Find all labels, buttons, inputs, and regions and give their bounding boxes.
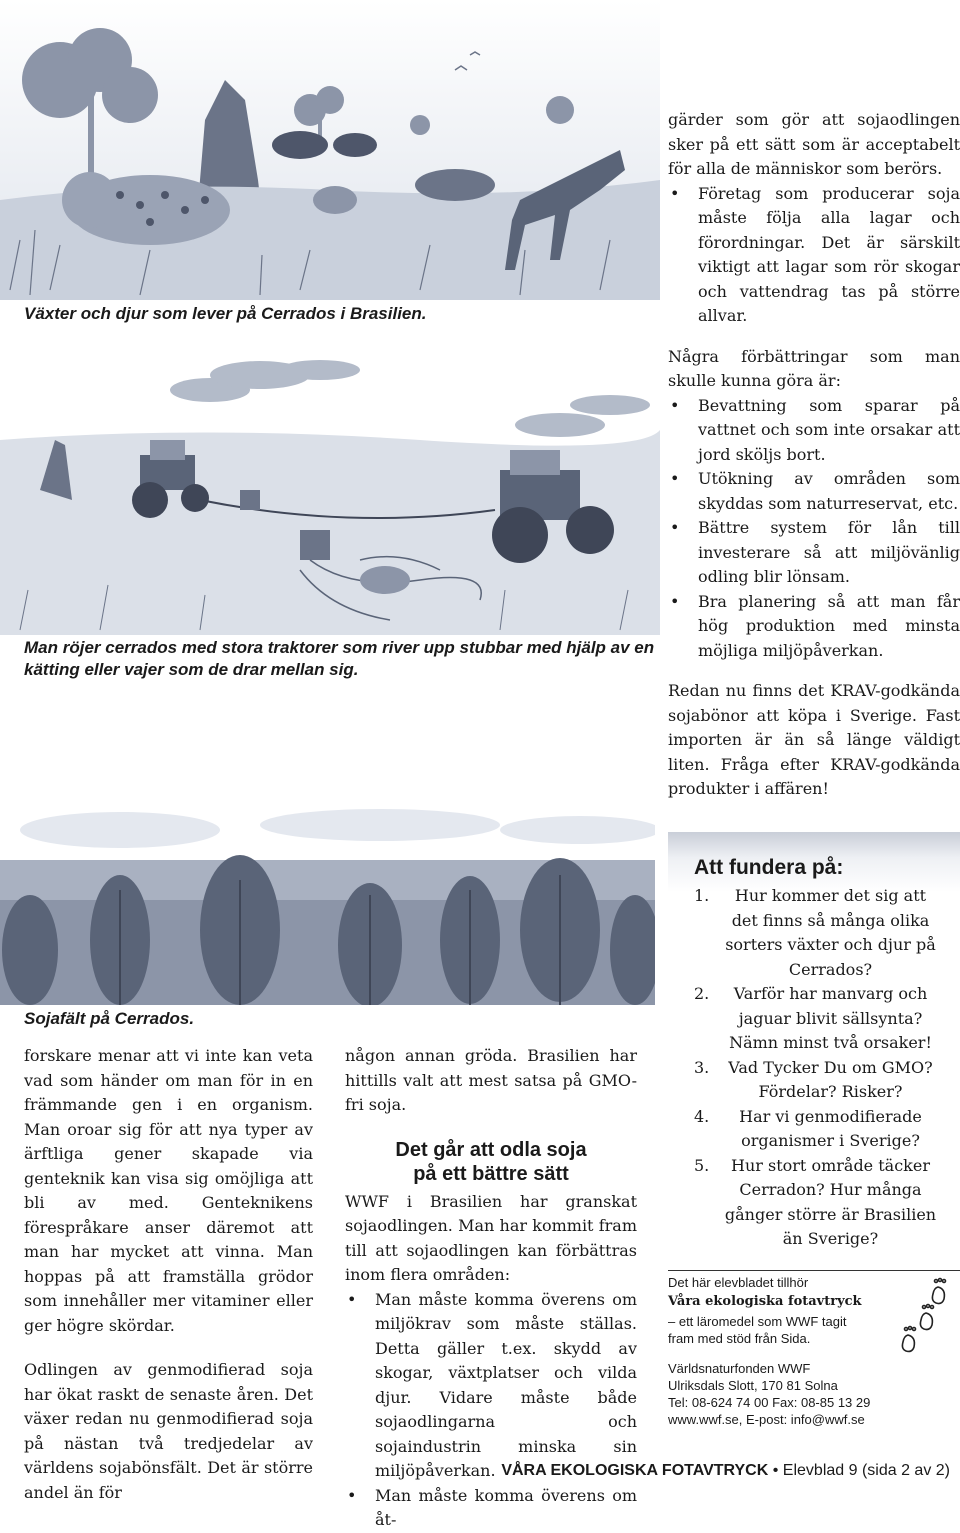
soy-field-caption: Sojafält på Cerrados. bbox=[24, 1009, 195, 1028]
heading-line-2: på ett bättre sätt bbox=[413, 1162, 569, 1185]
list-item: • Bevattning som sparar på vattnet och som inte orsakar att jord sköljs bort. bbox=[668, 394, 960, 468]
right-column-text bbox=[668, 108, 960, 802]
footprints-icon bbox=[896, 1275, 956, 1359]
question-number: 2. bbox=[694, 984, 710, 1003]
heading-line-1: Det går att odla soja bbox=[395, 1138, 587, 1161]
gmo-column bbox=[24, 1044, 313, 1505]
page-footer bbox=[330, 1462, 950, 1480]
list-item: • Man måste komma överens om miljökrav som måste ställas. Detta gäller t.ex. skydd av skogar, växtplatser och vilda djur. Vidare måste både sojaodlingarna och sojaindustrin minska sin miljöpåverkan. bbox=[345, 1288, 637, 1484]
question-text: Hur kommer det sig att det finns så många olika sorters växter och djur på Cerrados? bbox=[725, 886, 936, 979]
footer-page: Elevblad 9 (sida 2 av 2) bbox=[782, 1462, 950, 1479]
info-title: Våra ekologiska fotavtryck bbox=[668, 1294, 862, 1309]
info-owner-line: Det här elevbladet tillhör bbox=[668, 1275, 809, 1290]
wwf-paragraph: WWF i Brasilien har granskat sojaodlingen. Man har kommit fram till att sojaodlingen kan förbättras inom flera områden: bbox=[345, 1191, 637, 1284]
company-rules-list bbox=[668, 182, 960, 329]
gmo-free-intro: någon annan gröda. Brasilien har hittills valt att mest satsa på GMO-fri soja. bbox=[345, 1046, 637, 1114]
question-list bbox=[694, 884, 939, 1252]
agreement-list bbox=[345, 1288, 637, 1533]
question-text: Varför har manvarg och jaguar blivit sällsynta? Nämn minst två orsaker! bbox=[729, 984, 932, 1052]
question-number: 5. bbox=[694, 1155, 710, 1175]
gmo-paragraph-1: forskare menar att vi inte kan veta vad som händer om man för in en främmande gen i en organism. Man oroar sig för att nya typer av ärftliga gener skapade via genteknik kan visa sig omöjliga att bli av med. Genteknikens förespråkare anser däremot att man har mycket att vinna. Man hoppas på att framställa grödor som innehåller mer vitaminer eller ger högre skördar. bbox=[24, 1046, 313, 1335]
question-number: 4. bbox=[694, 1106, 710, 1126]
info-line-4: fram med stöd från Sida. bbox=[668, 1331, 811, 1346]
question-item bbox=[694, 982, 939, 1056]
krav-text: Redan nu finns det KRAV-godkända sojabönor att köpa i Sverige. Fast importen är än så länge väldigt liten. Fråga efter KRAV-godkända produkter i affären! bbox=[668, 681, 960, 798]
list-item: • Utökning av områden som skyddas som naturreservat, etc. bbox=[668, 467, 960, 516]
better-soy-column bbox=[345, 1044, 637, 1533]
soy-field-illustration bbox=[0, 800, 655, 1005]
footer-series: VÅRA EKOLOGISKA FOTAVTRYCK bbox=[501, 1462, 769, 1479]
sojaodling-intro: gärder som gör att sojaodlingen sker på ett sätt som är acceptabelt för alla de människor som berörs. bbox=[668, 110, 960, 178]
think-box bbox=[668, 832, 960, 1248]
list-item: • Bra planering så att man får hög produktion med minsta möjliga miljöpåverkan. bbox=[668, 590, 960, 664]
tractor-clearing-illustration bbox=[0, 330, 660, 635]
list-item: • Företag som producerar soja måste följa alla lagar och förordningar. Det är särskilt viktigt att lagar som rör skogar och vattendrag tas på större allvar. bbox=[668, 182, 960, 329]
list-item: • Bättre system för lån till investerare så att miljövänlig odling blir lönsam. bbox=[668, 516, 960, 590]
cerrado-animals-illustration bbox=[0, 0, 660, 300]
info-line-3: – ett läromedel som WWF tagit bbox=[668, 1314, 847, 1329]
info-phone: Tel: 08-624 74 00 Fax: 08-85 13 29 bbox=[668, 1395, 871, 1410]
cerrado-animals-caption: Växter och djur som lever på Cerrados i Brasilien. bbox=[24, 304, 427, 323]
question-text: Har vi genmodifierade organismer i Sverige? bbox=[739, 1106, 922, 1150]
footer-separator: • bbox=[772, 1462, 779, 1479]
list-item: • Man måste komma överens om åt- bbox=[345, 1484, 637, 1533]
improvements-intro: Några förbättringar som man skulle kunna göra är: bbox=[668, 346, 960, 390]
question-item bbox=[694, 1105, 939, 1154]
info-web[interactable]: www.wwf.se, E-post: info@wwf.se bbox=[668, 1412, 865, 1427]
tractor-clearing-caption: Man röjer cerrados med stora traktorer som river upp stubbar med hjälp av en kätting eller vajer som de drar mellan sig. bbox=[24, 638, 655, 679]
gmo-paragraph-2: Odlingen av genmodifierad soja har ökat raskt de senaste åren. Det växer redan nu genmodifierad soja på nästan två tredjedelar av världens sojabönsfält. Det är större andel än för bbox=[24, 1360, 313, 1502]
better-soy-heading bbox=[345, 1138, 637, 1186]
info-address: Ulriksdals Slott, 170 81 Solna bbox=[668, 1378, 838, 1393]
question-number: 3. bbox=[694, 1057, 710, 1077]
question-text: Hur stort område täcker Cerradon? Hur många gånger större är Brasilien än Sverige? bbox=[724, 1155, 937, 1248]
question-item bbox=[694, 1056, 939, 1105]
question-text: Vad Tycker Du om GMO? Fördelar? Risker? bbox=[728, 1057, 933, 1101]
info-box bbox=[668, 1270, 960, 1441]
info-org: Världsnaturfonden WWF bbox=[668, 1361, 811, 1376]
question-item bbox=[694, 1154, 939, 1252]
question-item bbox=[694, 884, 939, 982]
think-box-title: Att fundera på: bbox=[694, 856, 844, 879]
question-number: 1. bbox=[694, 886, 710, 905]
improvements-list bbox=[668, 394, 960, 664]
